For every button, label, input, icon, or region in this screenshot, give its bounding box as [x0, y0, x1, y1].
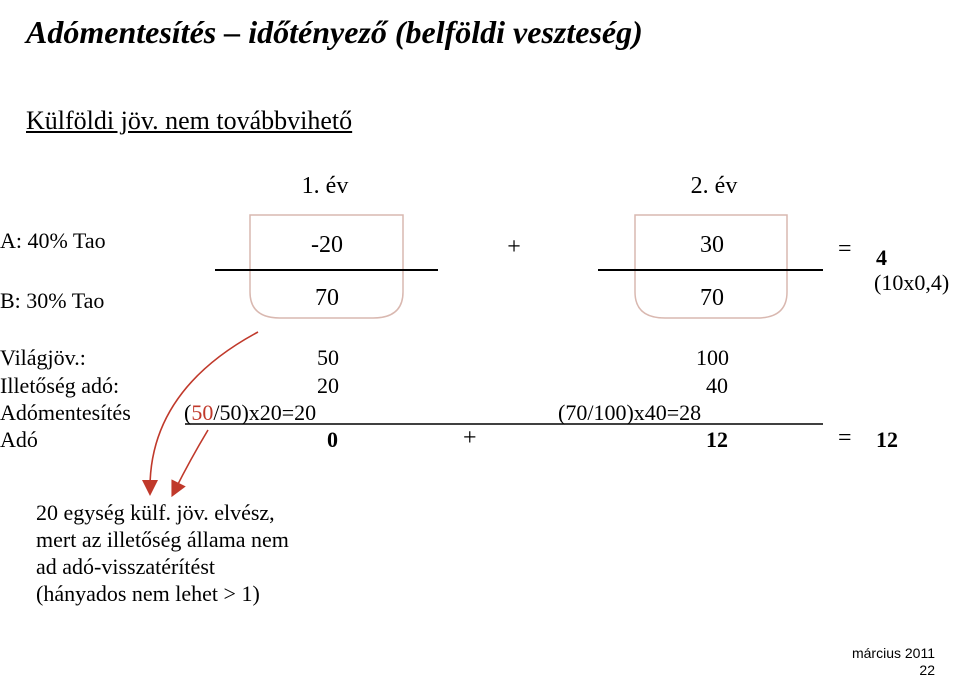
illetoseg-year1: 20 — [317, 373, 339, 398]
year2-b-value: 70 — [700, 285, 724, 311]
row-label-vilagjov: Világjöv.: — [0, 345, 86, 370]
row-label-adomentesites: Adómentesítés — [0, 400, 131, 425]
result-value: 4 — [876, 245, 887, 270]
adomentesites-year1-rest: /50)x20=20 — [213, 400, 317, 425]
year1-b-value: 70 — [315, 285, 339, 311]
note-line-4: (hányados nem lehet > 1) — [36, 581, 260, 606]
footer-page-number: 22 — [919, 662, 935, 678]
column-year1: 1. év — [301, 173, 349, 199]
total-value: 12 — [876, 427, 898, 452]
year1-a-value: -20 — [311, 232, 343, 258]
note-line-1: 20 egység külf. jöv. elvész, — [36, 500, 275, 525]
vilagjov-year1: 50 — [317, 345, 339, 370]
adomentesites-year1 — [184, 400, 316, 426]
row-label-illetoseg: Illetőség adó: — [0, 373, 120, 398]
year2-a-value: 30 — [700, 232, 724, 258]
plus-sign-bottom: + — [463, 425, 477, 451]
ado-year1: 0 — [327, 427, 338, 452]
row-label-a: A: 40% Tao — [0, 228, 106, 253]
ado-year2: 12 — [706, 427, 728, 452]
adomentesites-year1-prefix: ( — [184, 400, 192, 425]
slide-title: Adómentesítés – időtényező (belföldi veszteség) — [26, 14, 643, 50]
slide-subtitle: Külföldi jöv. nem továbbvihető — [26, 106, 353, 135]
equals-sign-bottom: = — [838, 425, 852, 451]
equals-sign-top: = — [838, 236, 852, 262]
note-line-2: mert az illetőség állama nem — [36, 527, 289, 552]
adomentesites-year1-highlight: 50 — [191, 400, 214, 425]
vilagjov-year2: 100 — [696, 345, 729, 370]
adomentesites-year2: (70/100)x40=28 — [558, 400, 702, 425]
footer-date: március 2011 — [851, 645, 935, 661]
plus-sign-top: + — [507, 234, 521, 260]
column-year2: 2. év — [690, 173, 738, 199]
result-note: (10x0,4) — [874, 270, 950, 295]
illetoseg-year2: 40 — [706, 373, 728, 398]
arrow-from-highlight — [175, 430, 208, 490]
row-label-ado: Adó — [0, 427, 38, 452]
note-line-3: ad adó-visszatérítést — [36, 554, 215, 579]
row-label-b: B: 30% Tao — [0, 288, 105, 313]
